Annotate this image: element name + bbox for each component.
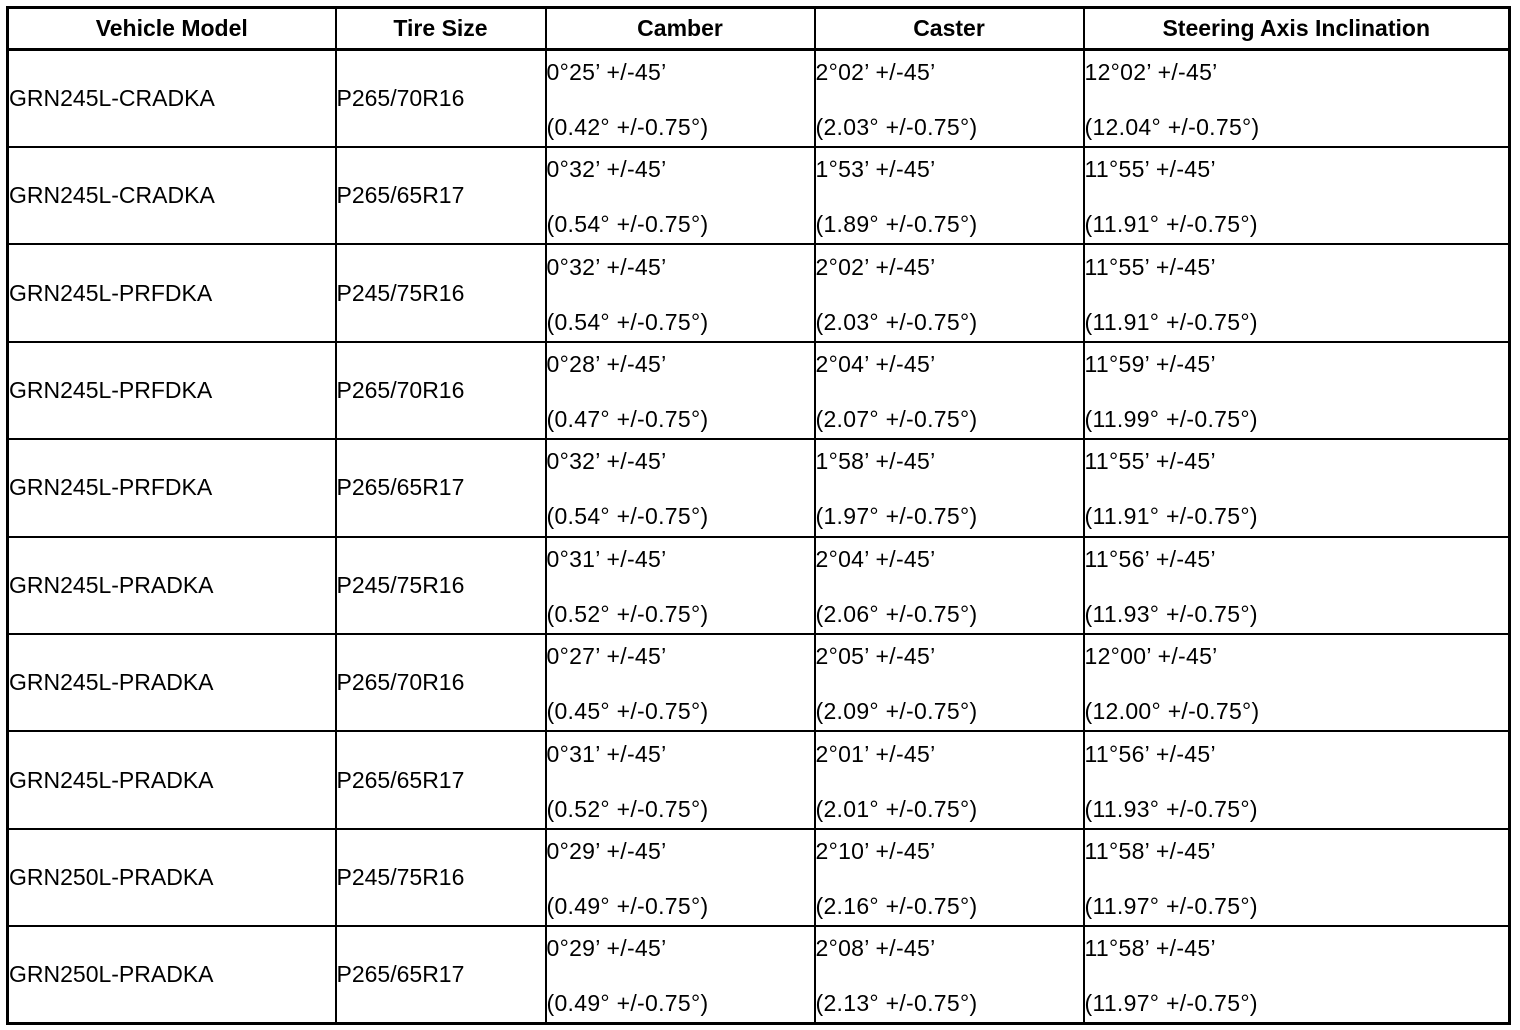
vehicle-model-cell: GRN245L-PRADKA [8, 731, 336, 828]
camber-decimal: (0.49° +/-0.75°) [546, 990, 709, 1017]
sai-deg-min: 11°59’ +/-45’ [1084, 350, 1216, 377]
camber-cell [546, 244, 815, 341]
caster-cell [815, 147, 1084, 244]
camber-decimal: (0.49° +/-0.75°) [546, 892, 709, 919]
sai-decimal: (11.99° +/-0.75°) [1084, 405, 1258, 432]
tire-size-cell: P265/70R16 [336, 50, 546, 148]
table-row [8, 634, 1510, 731]
sai-deg-min: 11°56’ +/-45’ [1084, 740, 1216, 767]
vehicle-model-cell: GRN245L-CRADKA [8, 147, 336, 244]
table-row [8, 829, 1510, 926]
header-steering-axis-inclination: Steering Axis Inclination [1084, 8, 1510, 50]
camber-deg-min: 0°32’ +/-45’ [546, 253, 667, 280]
sai-deg-min: 12°02’ +/-45’ [1084, 59, 1218, 85]
table-row [8, 342, 1510, 439]
sai-cell [1084, 829, 1510, 926]
table-body [8, 50, 1510, 1024]
caster-cell [815, 244, 1084, 341]
header-row [8, 8, 1510, 50]
camber-cell [546, 731, 815, 828]
sai-cell [1084, 634, 1510, 731]
caster-deg-min: 2°01’ +/-45’ [815, 740, 936, 767]
caster-deg-min: 2°04’ +/-45’ [815, 545, 936, 572]
vehicle-model-cell: GRN250L-PRADKA [8, 829, 336, 926]
tire-size-cell: P265/65R17 [336, 926, 546, 1024]
caster-decimal: (2.07° +/-0.75°) [815, 405, 978, 432]
tire-size-cell: P265/70R16 [336, 342, 546, 439]
sai-decimal: (11.97° +/-0.75°) [1084, 892, 1258, 919]
camber-cell [546, 926, 815, 1024]
caster-deg-min: 2°04’ +/-45’ [815, 350, 936, 377]
camber-deg-min: 0°28’ +/-45’ [546, 350, 667, 377]
camber-decimal: (0.45° +/-0.75°) [546, 698, 709, 725]
camber-deg-min: 0°29’ +/-45’ [546, 935, 667, 962]
caster-cell [815, 634, 1084, 731]
tire-size-cell: P245/75R16 [336, 829, 546, 926]
caster-decimal: (2.01° +/-0.75°) [815, 795, 978, 822]
sai-decimal: (11.91° +/-0.75°) [1084, 211, 1258, 238]
table-row [8, 244, 1510, 341]
sai-cell [1084, 731, 1510, 828]
table-row [8, 439, 1510, 536]
tire-size-cell: P265/65R17 [336, 731, 546, 828]
table-row [8, 147, 1510, 244]
camber-deg-min: 0°25’ +/-45’ [546, 59, 667, 85]
caster-deg-min: 2°05’ +/-45’ [815, 643, 936, 670]
sai-decimal: (11.97° +/-0.75°) [1084, 990, 1258, 1017]
caster-cell [815, 50, 1084, 148]
caster-decimal: (1.97° +/-0.75°) [815, 503, 978, 530]
camber-deg-min: 0°32’ +/-45’ [546, 448, 667, 475]
camber-deg-min: 0°29’ +/-45’ [546, 837, 667, 864]
header-camber: Camber [546, 8, 815, 50]
header-tire-size: Tire Size [336, 8, 546, 50]
table-row [8, 537, 1510, 634]
sai-decimal: (11.91° +/-0.75°) [1084, 503, 1258, 530]
vehicle-model-cell: GRN245L-CRADKA [8, 50, 336, 148]
table-row [8, 50, 1510, 148]
sai-deg-min: 11°58’ +/-45’ [1084, 935, 1216, 962]
header-vehicle-model: Vehicle Model [8, 8, 336, 50]
camber-deg-min: 0°27’ +/-45’ [546, 643, 667, 670]
table-header [8, 8, 1510, 50]
sai-cell [1084, 439, 1510, 536]
sai-decimal: (11.91° +/-0.75°) [1084, 308, 1258, 335]
vehicle-model-cell: GRN250L-PRADKA [8, 926, 336, 1024]
caster-cell [815, 439, 1084, 536]
camber-cell [546, 537, 815, 634]
sai-deg-min: 11°56’ +/-45’ [1084, 545, 1216, 572]
camber-decimal: (0.54° +/-0.75°) [546, 211, 709, 238]
tire-size-cell: P265/70R16 [336, 634, 546, 731]
camber-cell [546, 50, 815, 148]
camber-cell [546, 342, 815, 439]
sai-deg-min: 11°58’ +/-45’ [1084, 837, 1216, 864]
tire-size-cell: P245/75R16 [336, 244, 546, 341]
sai-decimal: (11.93° +/-0.75°) [1084, 795, 1258, 822]
sai-deg-min: 12°00’ +/-45’ [1084, 643, 1218, 670]
vehicle-model-cell: GRN245L-PRFDKA [8, 439, 336, 536]
sai-deg-min: 11°55’ +/-45’ [1084, 156, 1216, 183]
alignment-spec-table [6, 6, 1511, 1025]
caster-deg-min: 2°08’ +/-45’ [815, 935, 936, 962]
camber-cell [546, 829, 815, 926]
caster-deg-min: 2°10’ +/-45’ [815, 837, 936, 864]
caster-deg-min: 1°58’ +/-45’ [815, 448, 936, 475]
camber-decimal: (0.54° +/-0.75°) [546, 503, 709, 530]
caster-cell [815, 731, 1084, 828]
caster-decimal: (2.16° +/-0.75°) [815, 892, 978, 919]
caster-cell [815, 829, 1084, 926]
caster-decimal: (1.89° +/-0.75°) [815, 211, 978, 238]
camber-deg-min: 0°31’ +/-45’ [546, 740, 667, 767]
caster-decimal: (2.03° +/-0.75°) [815, 308, 978, 335]
sai-decimal: (12.04° +/-0.75°) [1084, 114, 1260, 140]
sai-deg-min: 11°55’ +/-45’ [1084, 448, 1216, 475]
camber-cell [546, 147, 815, 244]
camber-cell [546, 439, 815, 536]
caster-decimal: (2.03° +/-0.75°) [815, 114, 978, 140]
caster-decimal: (2.09° +/-0.75°) [815, 698, 978, 725]
sai-cell [1084, 537, 1510, 634]
vehicle-model-cell: GRN245L-PRFDKA [8, 244, 336, 341]
caster-decimal: (2.06° +/-0.75°) [815, 600, 978, 627]
vehicle-model-cell: GRN245L-PRADKA [8, 634, 336, 731]
camber-deg-min: 0°31’ +/-45’ [546, 545, 667, 572]
sai-cell [1084, 926, 1510, 1024]
sai-cell [1084, 147, 1510, 244]
caster-deg-min: 2°02’ +/-45’ [815, 253, 936, 280]
tire-size-cell: P245/75R16 [336, 537, 546, 634]
sai-decimal: (11.93° +/-0.75°) [1084, 600, 1258, 627]
sai-deg-min: 11°55’ +/-45’ [1084, 253, 1216, 280]
caster-cell [815, 537, 1084, 634]
caster-cell [815, 926, 1084, 1024]
camber-decimal: (0.42° +/-0.75°) [546, 114, 709, 140]
caster-deg-min: 1°53’ +/-45’ [815, 156, 936, 183]
camber-deg-min: 0°32’ +/-45’ [546, 156, 667, 183]
header-caster: Caster [815, 8, 1084, 50]
tire-size-cell: P265/65R17 [336, 439, 546, 536]
caster-decimal: (2.13° +/-0.75°) [815, 990, 978, 1017]
camber-decimal: (0.47° +/-0.75°) [546, 405, 709, 432]
camber-decimal: (0.52° +/-0.75°) [546, 600, 709, 627]
table-row [8, 731, 1510, 828]
tire-size-cell: P265/65R17 [336, 147, 546, 244]
camber-decimal: (0.54° +/-0.75°) [546, 308, 709, 335]
sai-cell [1084, 244, 1510, 341]
vehicle-model-cell: GRN245L-PRFDKA [8, 342, 336, 439]
sai-cell [1084, 342, 1510, 439]
caster-deg-min: 2°02’ +/-45’ [815, 59, 936, 85]
camber-decimal: (0.52° +/-0.75°) [546, 795, 709, 822]
sai-decimal: (12.00° +/-0.75°) [1084, 698, 1260, 725]
camber-cell [546, 634, 815, 731]
vehicle-model-cell: GRN245L-PRADKA [8, 537, 336, 634]
sai-cell [1084, 50, 1510, 148]
caster-cell [815, 342, 1084, 439]
table-row [8, 926, 1510, 1024]
